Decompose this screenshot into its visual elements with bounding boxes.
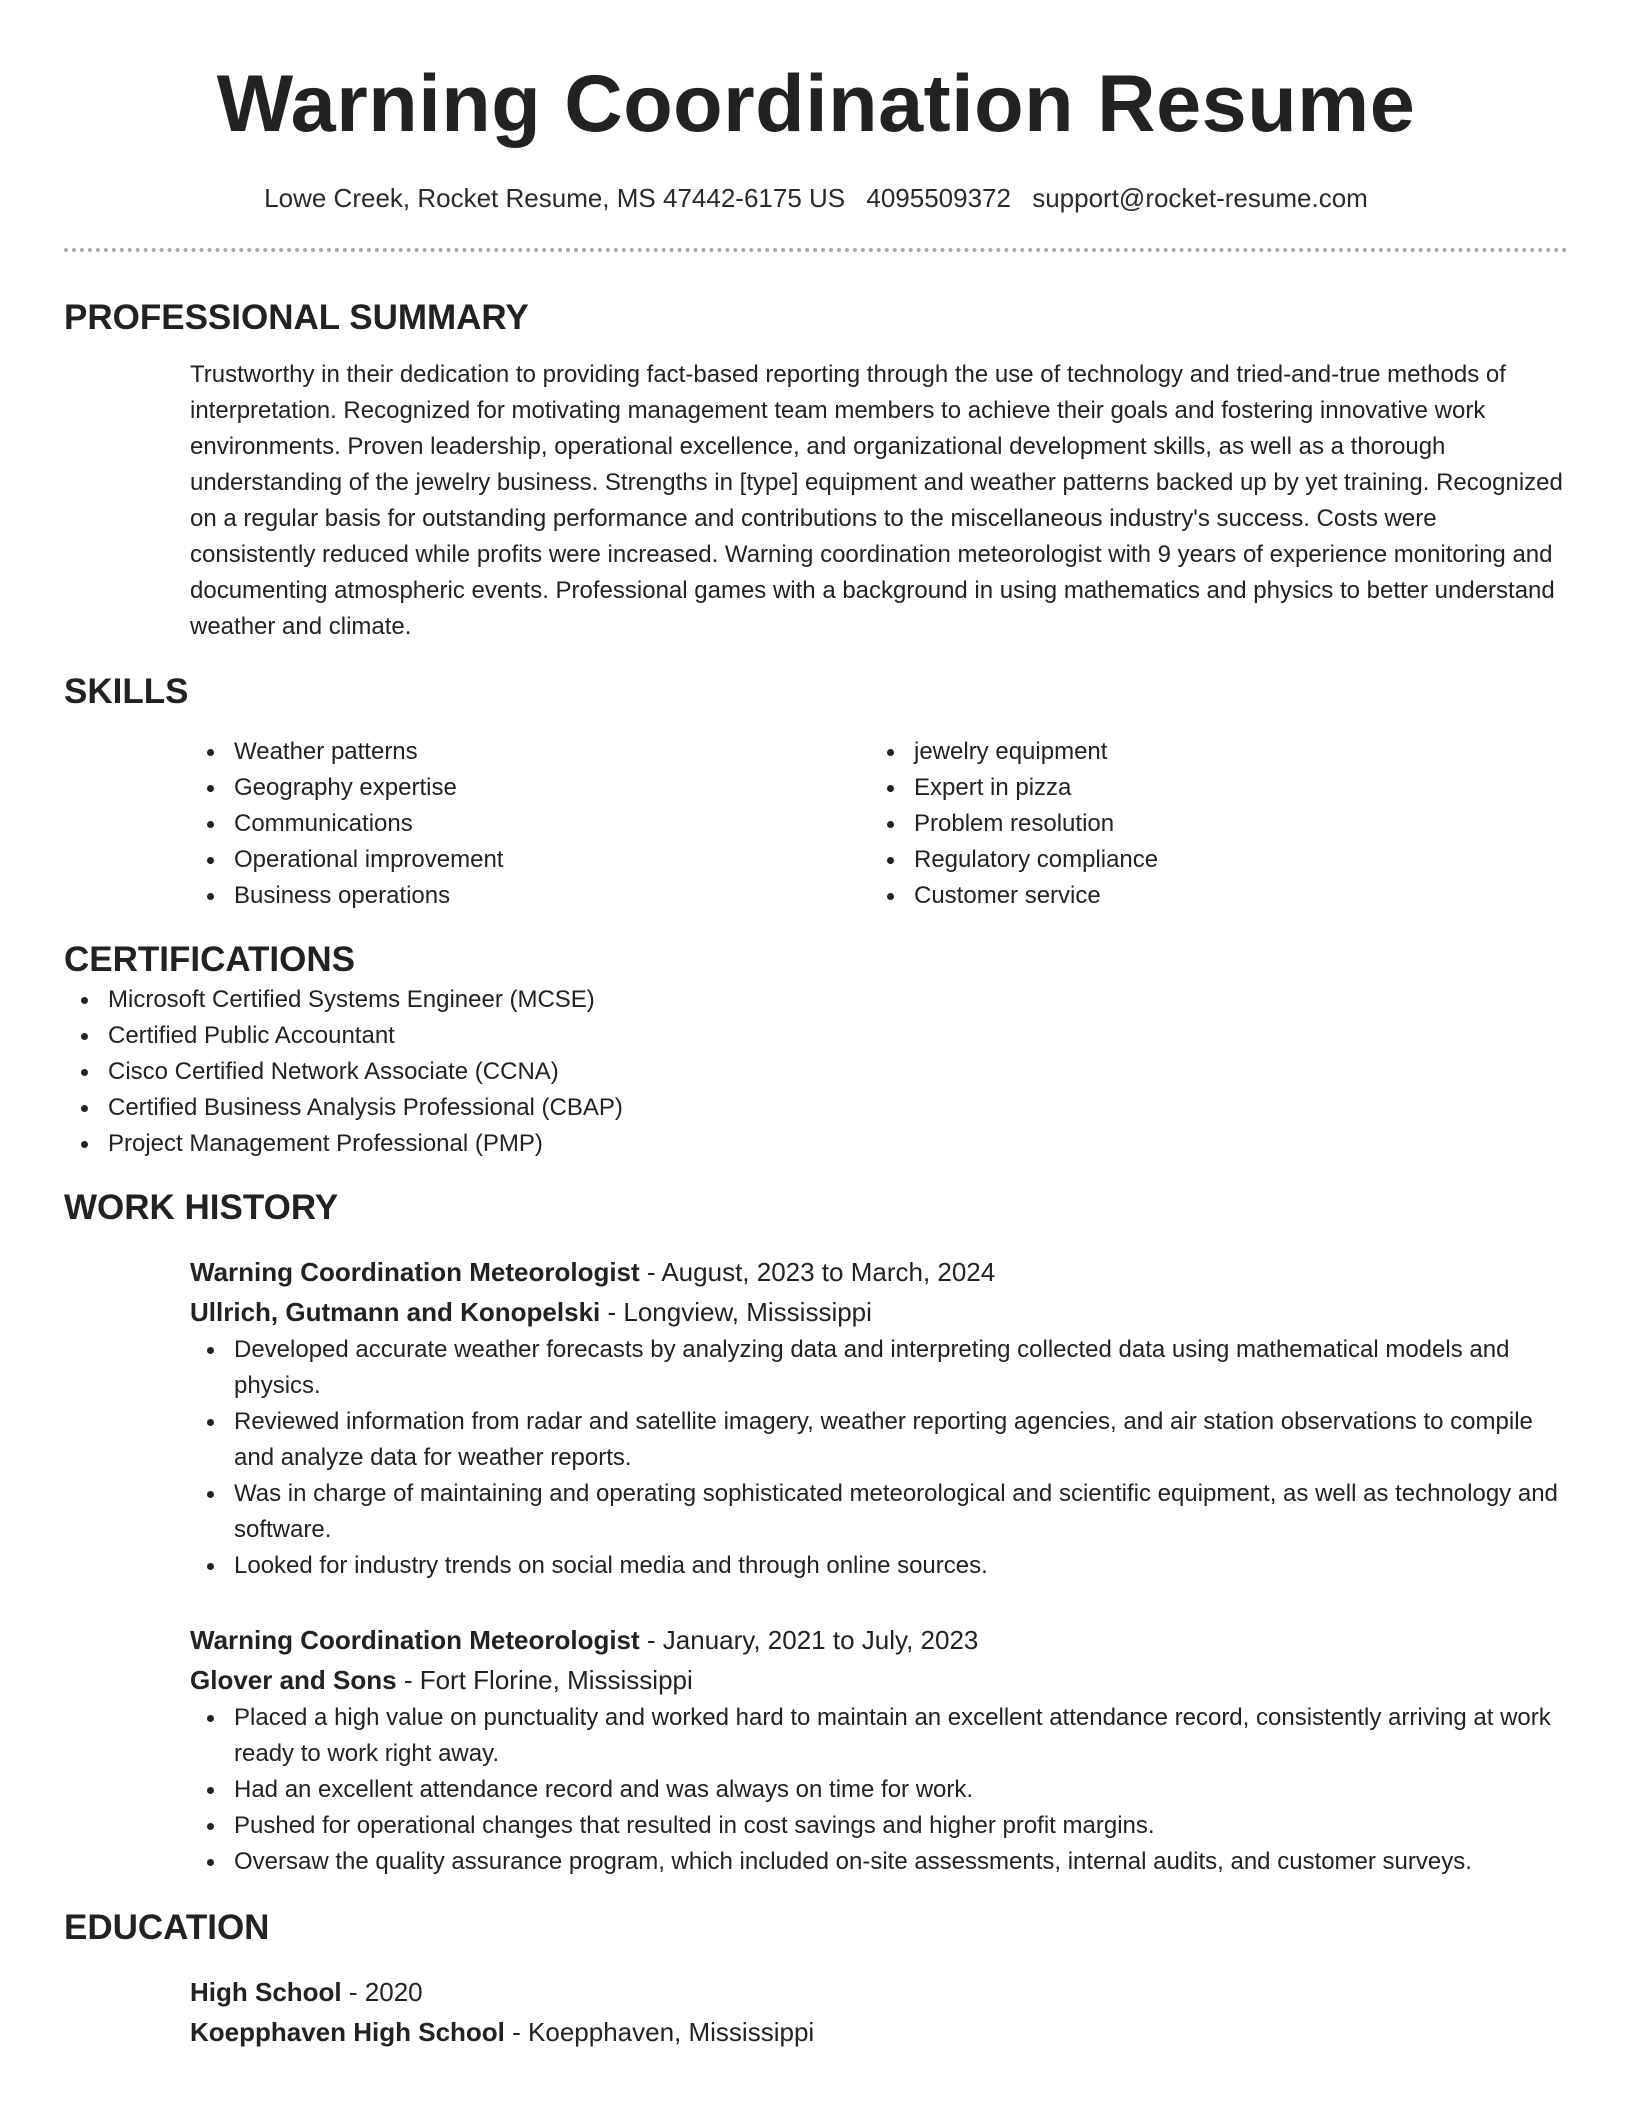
section-title-work-history: WORK HISTORY	[64, 1188, 339, 1227]
job-title-line	[190, 1252, 1568, 1292]
job-role: Warning Coordination Meteorologist	[190, 1257, 640, 1287]
job-role: Warning Coordination Meteorologist	[190, 1625, 640, 1655]
job-dates: - January, 2021 to July, 2023	[639, 1625, 979, 1655]
education-school-line	[190, 2012, 1568, 2052]
section-title-skills: SKILLS	[64, 672, 189, 711]
job-bullet: Pushed for operational changes that resulted in cost savings and higher profit margins.	[190, 1808, 1568, 1844]
education-degree: High School	[190, 1977, 342, 2007]
job-bullet: Looked for industry trends on social media and through online sources.	[190, 1548, 1568, 1584]
certification-item: Project Management Professional (PMP)	[64, 1126, 1568, 1162]
skills-list-left	[190, 734, 870, 914]
skill-item: Customer service	[870, 878, 1550, 914]
job-entry	[190, 1252, 1568, 1584]
skills-column-right	[870, 734, 1550, 914]
education-location: - Koepphaven, Mississippi	[504, 2017, 815, 2047]
section-title-certifications: CERTIFICATIONS	[64, 940, 356, 979]
certification-item: Certified Business Analysis Professional (CBAP)	[64, 1090, 1568, 1126]
job-company-line	[190, 1660, 1568, 1700]
skills-grid	[190, 734, 1568, 914]
skill-item: Business operations	[190, 878, 870, 914]
job-location: - Longview, Mississippi	[600, 1297, 872, 1327]
certification-item: Certified Public Accountant	[64, 1018, 1568, 1054]
skill-item: Regulatory compliance	[870, 842, 1550, 878]
certifications-list	[64, 982, 1568, 1162]
education-entry	[190, 1972, 1568, 2052]
skills-list-right	[870, 734, 1550, 914]
job-dates: - August, 2023 to March, 2024	[639, 1257, 996, 1287]
contact-phone: 4095509372	[866, 183, 1011, 213]
job-bullet: Reviewed information from radar and satellite imagery, weather reporting agencies, and air station observations to compile and analyze data for weather reports.	[190, 1404, 1568, 1476]
summary-text: Trustworthy in their dedication to providing fact-based reporting through the use of technology and tried-and-true methods of interpretation. Recognized for motivating management team members to achieve their goals and fostering innovative work environments. Proven leadership, operational excellence, and organizational development skills, as well as a thorough understanding of the jewelry business. Strengths in [type] equipment and weather patterns backed up by yet training. Recognized on a regular basis for outstanding performance and contributions to the miscellaneous industry's success. Costs were consistently reduced while profits were increased. Warning coordination meteorologist with 9 years of experience monitoring and documenting atmospheric events. Professional games with a background in using mathematics and physics to better understand weather and climate.	[190, 361, 1563, 640]
skills-column-left	[190, 734, 870, 914]
contact-line	[64, 182, 1568, 214]
contact-email: support@rocket-resume.com	[1032, 183, 1368, 213]
job-bullet: Placed a high value on punctuality and worked hard to maintain an excellent attendance record, consistently arriving at work ready to work right away.	[190, 1700, 1568, 1772]
job-bullet: Was in charge of maintaining and operating sophisticated meteorological and scientific equipment, as well as technology and software.	[190, 1476, 1568, 1548]
header-divider	[64, 248, 1568, 252]
job-bullet: Oversaw the quality assurance program, which included on-site assessments, internal audits, and customer surveys.	[190, 1844, 1568, 1880]
resume-title: Warning Coordination Resume	[216, 59, 1416, 149]
contact-address: Lowe Creek, Rocket Resume, MS 47442-6175 US	[264, 183, 846, 213]
skill-item: Geography expertise	[190, 770, 870, 806]
job-company: Ullrich, Gutmann and Konopelski	[190, 1297, 601, 1327]
job-location: - Fort Florine, Mississippi	[396, 1665, 693, 1695]
skill-item: Problem resolution	[870, 806, 1550, 842]
section-title-education: EDUCATION	[64, 1908, 270, 1947]
job-company: Glover and Sons	[190, 1665, 397, 1695]
section-title-summary: PROFESSIONAL SUMMARY	[64, 298, 529, 337]
certification-item: Microsoft Certified Systems Engineer (MCSE)	[64, 982, 1568, 1018]
job-bullets	[190, 1332, 1568, 1584]
job-title-line	[190, 1620, 1568, 1660]
skill-item: Expert in pizza	[870, 770, 1550, 806]
job-bullet: Had an excellent attendance record and was always on time for work.	[190, 1772, 1568, 1808]
skill-item: Communications	[190, 806, 870, 842]
job-bullets	[190, 1700, 1568, 1880]
certification-item: Cisco Certified Network Associate (CCNA)	[64, 1054, 1568, 1090]
education-school: Koepphaven High School	[190, 2017, 505, 2047]
education-year: - 2020	[341, 1977, 423, 2007]
skill-item: Weather patterns	[190, 734, 870, 770]
job-entry	[190, 1620, 1568, 1880]
skill-item: jewelry equipment	[870, 734, 1550, 770]
education-degree-line	[190, 1972, 1568, 2012]
job-company-line	[190, 1292, 1568, 1332]
job-bullet: Developed accurate weather forecasts by analyzing data and interpreting collected data using mathematical models and physics.	[190, 1332, 1568, 1404]
skill-item: Operational improvement	[190, 842, 870, 878]
